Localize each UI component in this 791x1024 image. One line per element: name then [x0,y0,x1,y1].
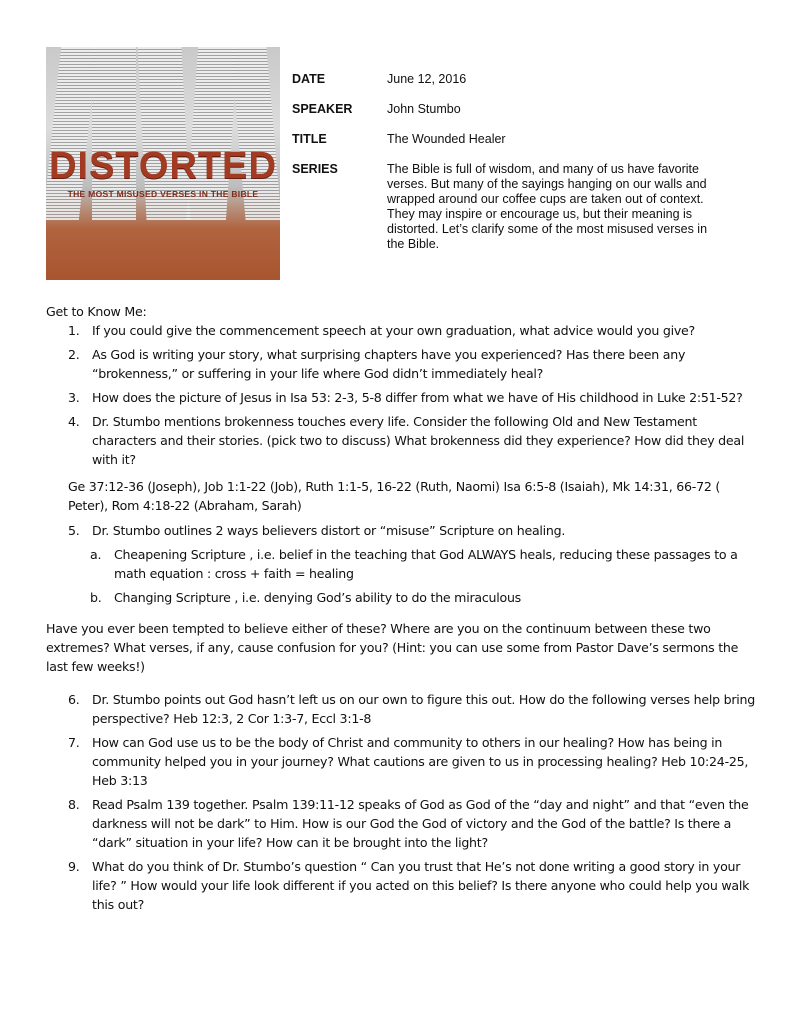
question-item [46,795,756,852]
title-value: The Wounded Healer [387,132,506,146]
question-five-subitems [46,545,756,607]
question-text: What do you think of Dr. Stumbo’s question “ Can you trust that He’s not done writing a good story in your life? ” How would your life look different if you acted on this belief? Is there anyone who could help you walk this out? [92,859,750,912]
series-row [292,162,732,252]
continuum-paragraph: Have you ever been tempted to believe either of these? Where are you on the continuum between these two extremes? What verses, if any, cause confusion for you? (Hint: you can use some from Pastor Dave’s sermons the last few weeks!) [46,621,739,674]
question-text: Dr. Stumbo mentions brokenness touches every life. Consider the following Old and New Testament characters and their stories. (pick two to discuss) What brokenness did they experience? How did they deal with it? [92,414,745,467]
sub-item-letter: b. [90,590,102,605]
intro-heading: Get to Know Me: [46,304,147,319]
question-text: Dr. Stumbo points out God hasn’t left us on our own to figure this out. How do the following verses help bring perspective? Heb 12:3, 2 Cor 1:3-7, Eccl 3:1-8 [92,692,755,726]
question-item [46,388,756,407]
question-number: 7. [68,735,80,750]
question-number: 8. [68,797,80,812]
date-value: June 12, 2016 [387,72,467,86]
title-row [292,132,732,147]
cover-subtitle: THE MOST MISUSED VERSES IN THE BIBLE [67,189,259,199]
speaker-row [292,102,732,117]
speaker-label: SPEAKER [292,102,353,116]
title-label: TITLE [292,132,327,146]
question-item [46,733,756,790]
question-number: 4. [68,414,80,429]
question-item [46,521,756,540]
cover-title: DISTORTED [49,145,277,187]
sub-item-letter: a. [90,547,102,562]
series-label: SERIES [292,162,338,176]
question-text: Read Psalm 139 together. Psalm 139:11-12 speaks of God as God of the “day and night” and that “even the darkness will not be dark” to Him. How is our God the God of victory and the God of the battle? Is there a “dark” situation in your life? How can it be brought into the light? [92,797,749,850]
question-number: 2. [68,347,80,362]
question-number: 3. [68,390,80,405]
question-number: 6. [68,692,80,707]
question-list-b [46,690,756,914]
series-description: The Bible is full of wisdom, and many of us have favorite verses. But many of the sayings hanging on our walls and wrapped around our coffee cups are taken out of context. They may inspire or encourage us, but their meaning is distorted. Let’s clarify some of the most misused verses in the Bible. [387,162,708,251]
sub-item-text: Changing Scripture , i.e. denying God’s ability to do the miraculous [114,590,521,605]
question-number: 9. [68,859,80,874]
sermon-info [292,72,732,267]
question-item [46,412,756,469]
question-item [46,857,756,914]
question-list-a [46,321,756,469]
date-row [292,72,732,87]
question-five [46,521,756,540]
question-text: If you could give the commencement speech at your own graduation, what advice would you give? [92,323,695,338]
question-text: As God is writing your story, what surprising chapters have you experienced? Has there been any “brokenness,” or suffering in your life where God didn’t immediately heal? [92,347,686,381]
study-guide-body [46,302,756,919]
scripture-references: Ge 37:12-36 (Joseph), Job 1:1-22 (Job), Ruth 1:1-5, 16-22 (Ruth, Naomi) Isa 6:5-8 (Isaiah), Mk 14:31, 66-72 ( Peter), Rom 4:18-22 (Abraham, Sarah) [68,479,721,513]
question-text: How does the picture of Jesus in Isa 53: 2-3, 5-8 differ from what we have of His childhood in Luke 2:51-52? [92,390,743,405]
question-number: 5. [68,523,80,538]
question-item [46,345,756,383]
question-text: How can God use us to be the body of Christ and community to others in our healing? How has being in community helped you in your journey? What cautions are given to us in processing healing? Heb 10:24-25, Heb 3:13 [92,735,749,788]
series-cover-image [46,47,280,280]
question-item [46,690,756,728]
date-label: DATE [292,72,326,86]
sub-item-text: Cheapening Scripture , i.e. belief in the teaching that God ALWAYS heals, reducing these passages to a math equation : cross + faith = healing [114,547,738,581]
sub-item [46,545,756,583]
question-text: Dr. Stumbo outlines 2 ways believers distort or “misuse” Scripture on healing. [92,523,566,538]
speaker-value: John Stumbo [387,102,461,116]
question-item [46,321,756,340]
question-number: 1. [68,323,80,338]
sub-item [46,588,756,607]
